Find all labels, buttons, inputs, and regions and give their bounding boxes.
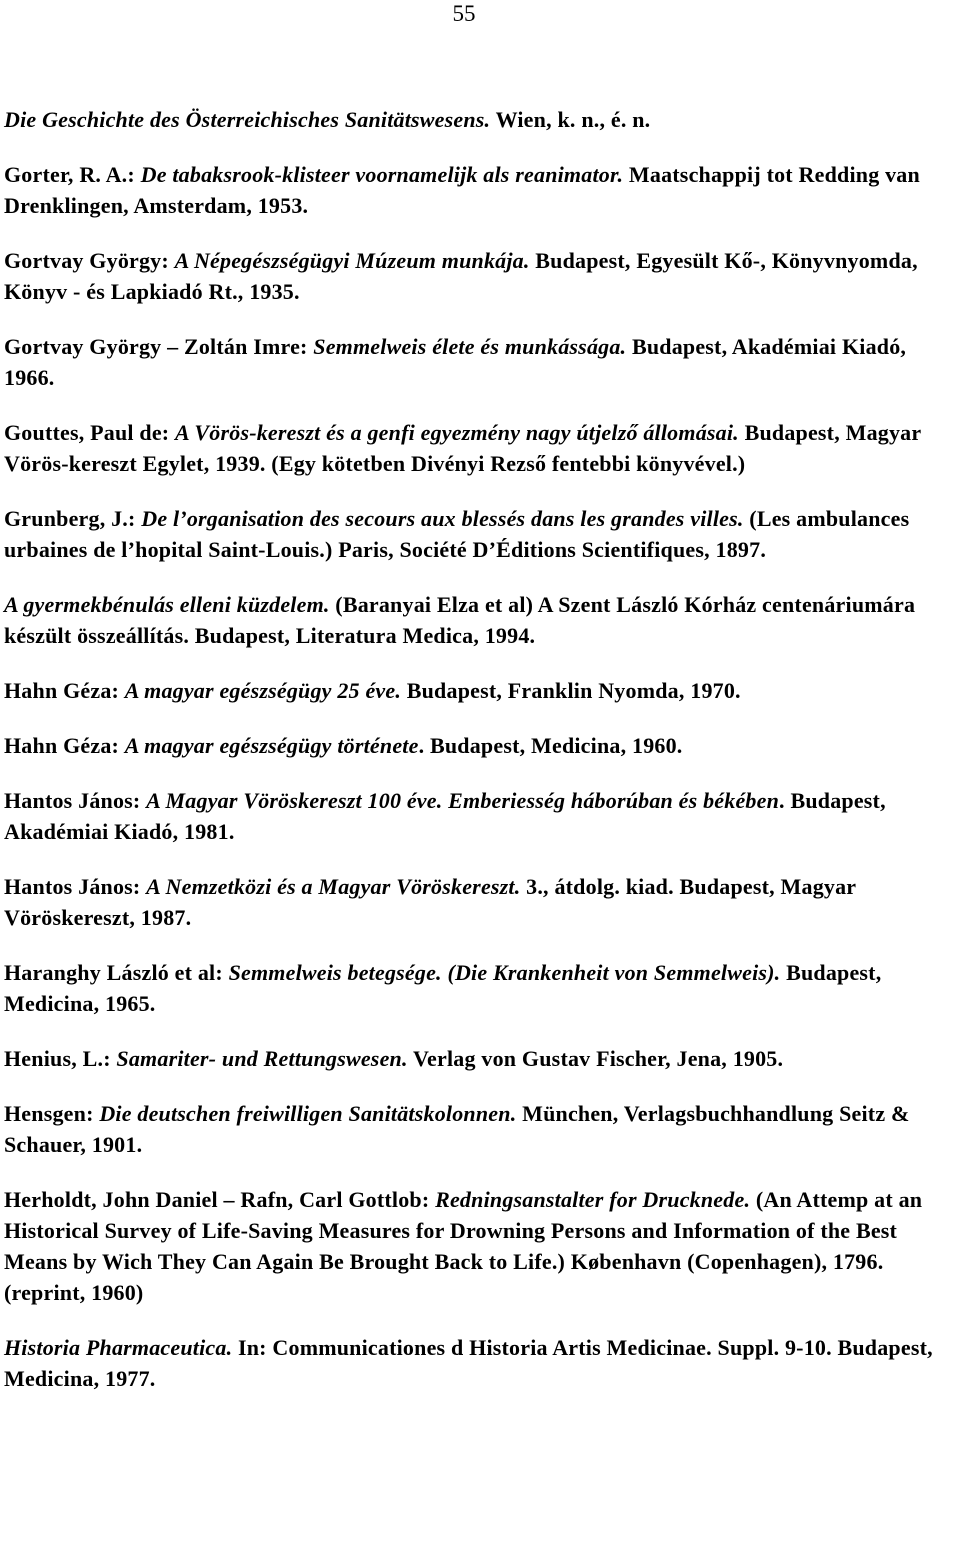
bibliography-entry [4,589,960,651]
entry-text: Budapest, Medicina, 1965. [4,960,882,1016]
entry-title-text: Semmelweis betegsége. (Die Krankenheit von Semmelweis). [228,960,781,985]
entry-title-text: Historia Pharmaceutica. [4,1335,233,1360]
entry-text: Verlag von Gustav Fischer, Jena, 1905. [407,1046,784,1071]
entry-text: Hantos János: [4,874,147,899]
entry-text: Gortvay György: [4,248,175,273]
bibliography-entry [4,871,960,933]
entry-title-text: A Népegészségügyi Múzeum munkája. [174,248,530,273]
bibliography-list [4,104,960,1418]
bibliography-entry [4,104,960,135]
entry-text: Maatschappij tot Redding van Drenklingen, Amsterdam, 1953. [4,162,920,218]
entry-title-text: Die Geschichte des Österreichisches Sanitätswesens. [4,107,491,132]
entry-text: Henius, L.: [4,1046,117,1071]
entry-title-text: A Vörös-kereszt és a genfi egyezmény nagy útjelző állomásai. [175,420,739,445]
entry-title-text: Die deutschen freiwilligen Sanitätskolonnen. [99,1101,517,1126]
entry-text: Haranghy László et al: [4,960,229,985]
entry-text: (An Attemp at an Historical Survey of Life-Saving Measures for Drowning Persons and Information of the Best Means by Wich They Can Again Be Brought Back to Life.) København (Copenhagen), 1796. (reprint, 1960) [4,1187,923,1305]
entry-text: Hensgen: [4,1101,100,1126]
entry-text: Hahn Géza: [4,733,125,758]
entry-title-text: De l’organisation des secours aux blessés dans les grandes villes. [141,506,744,531]
entry-text: 3., átdolg. kiad. Budapest, Magyar Vöröskereszt, 1987. [4,874,856,930]
entry-text: Hantos János: [4,788,147,813]
bibliography-entry [4,503,960,565]
entry-text: Gorter, R. A.: [4,162,141,187]
entry-text: In: Communicationes d Historia Artis Medicinae. Suppl. 9-10. Budapest, Medicina, 1977. [4,1335,933,1391]
entry-text: Grunberg, J.: [4,506,142,531]
bibliography-entry [4,785,960,847]
entry-title-text: A magyar egészségügy 25 éve. [124,678,402,703]
entry-text: München, Verlagsbuchhandlung Seitz & Schauer, 1901. [4,1101,910,1157]
entry-title-text: Semmelweis élete és munkássága. [313,334,627,359]
bibliography-entry [4,159,960,221]
entry-text: Budapest, Magyar Vörös-kereszt Egylet, 1939. (Egy kötetben Divényi Rezső fentebbi könyvével.) [4,420,921,476]
bibliography-entry [4,331,960,393]
entry-title-text: A magyar egészségügy története [124,733,419,758]
bibliography-entry [4,1043,960,1074]
entry-text: . Budapest, Akadémiai Kiadó, 1981. [4,788,886,844]
entry-text: Budapest, Akadémiai Kiadó, 1966. [4,334,907,390]
bibliography-entry [4,730,960,761]
page-number: 55 [452,1,476,26]
entry-title-text: A Nemzetközi és a Magyar Vöröskereszt. [146,874,521,899]
entry-title-text: A gyermekbénulás elleni küzdelem. [4,592,330,617]
entry-text: Budapest, Egyesült Kő-, Könyvnyomda, Könyv - és Lapkiadó Rt., 1935. [4,248,918,304]
entry-text: Herholdt, John Daniel – Rafn, Carl Gottlob: [4,1187,436,1212]
entry-title-text: Samariter- und Rettungswesen. [116,1046,408,1071]
bibliography-entry [4,1098,960,1160]
bibliography-entry [4,675,960,706]
entry-text: . Budapest, Medicina, 1960. [418,733,683,758]
entry-title-text: A Magyar Vöröskereszt 100 éve. Emberiesség háborúban és békében [146,788,780,813]
entry-text: Hahn Géza: [4,678,125,703]
entry-text: Budapest, Franklin Nyomda, 1970. [401,678,741,703]
bibliography-entry [4,417,960,479]
bibliography-entry [4,1332,960,1394]
entry-text: Gouttes, Paul de: [4,420,176,445]
bibliography-entry [4,957,960,1019]
entry-text: Gortvay György – Zoltán Imre: [4,334,314,359]
entry-text: Wien, k. n., é. n. [490,107,651,132]
bibliography-entry [4,1184,960,1308]
entry-text: (Les ambulances urbaines de l’hopital Saint-Louis.) Paris, Société D’Éditions Scientifiques, 1897. [4,506,910,562]
entry-text: (Baranyai Elza et al) A Szent László Kórház centenáriumára készült összeállítás. Budapest, Literatura Medica, 1994. [4,592,916,648]
entry-title-text: De tabaksrook-klisteer voornamelijk als reanimator. [140,162,624,187]
bibliography-entry [4,245,960,307]
entry-title-text: Redningsanstalter for Drucknede. [435,1187,751,1212]
